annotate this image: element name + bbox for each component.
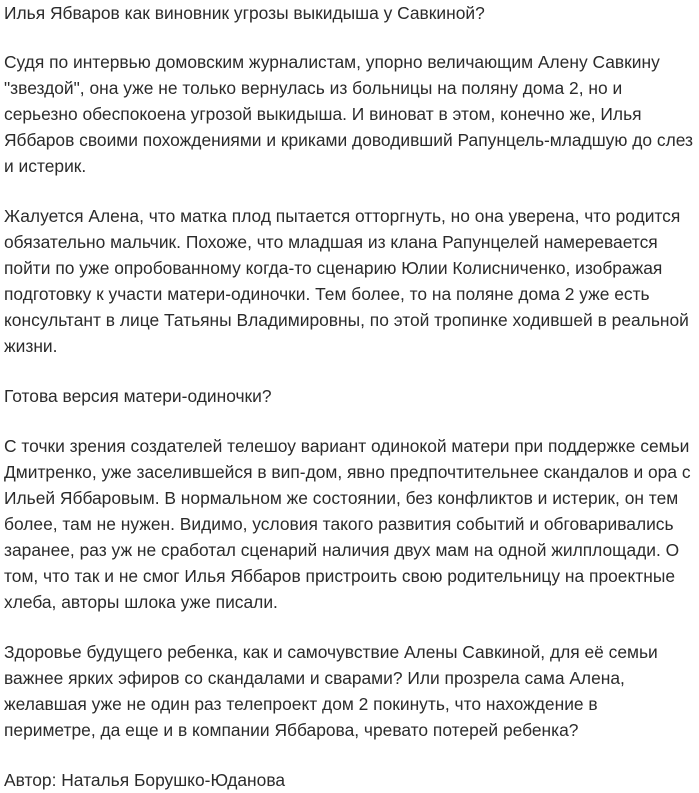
- paragraph: Жалуется Алена, что матка плод пытается отторгнуть, но она уверена, что родится обязательно мальчик. Похоже, что младшая из клана Рапунцелей намеревается пойти по уже опробованному когда-то сценарию Юлии Колисниченко, изображая подготовку к участи матери-одиночки. Тем более, то на поляне дома 2 уже есть консультант в лице Татьяны Владимировны, по этой тропинке ходившей в реальной жизни.: [4, 206, 689, 356]
- paragraph: С точки зрения создателей телешоу вариант одинокой матери при поддержке семьи Дмитренко, уже заселившейся в вип-дом, явно предпочтительнее скандалов и ора с Ильей Яббаровым. В нормальном же состоянии, без конфликтов и истерик, он тем более, там не нужен. Видимо, условия такого развития событий и обговаривались заранее, раз уж не сработал сценарий наличия двух мам на одной жилплощади. О том, что так и не смог Илья Яббаров пристроить свою родительницу на проектные хлеба, авторы шлока уже писали.: [4, 436, 691, 612]
- paragraph: Судя по интервью домовским журналистам, упорно величающим Алену Савкину "звездой", она уже не только вернулась из больницы на поляну дома 2, но и серьезно обеспокоена угрозой выкидыша. И виноват в этом, конечно же, Илья Яббаров своими похождениями и криками доводивший Рапунцель-младшую до слез и истерик.: [4, 52, 693, 176]
- paragraph: Здоровье будущего ребенка, как и самочувствие Алены Савкиной, для её семьи важнее ярких эфиров со скандалами и сварами? Или прозрела сама Алена, желавшая уже не один раз телепроект дом 2 покинуть, что нахождение в периметре, да еще и в компании Яббарова, чревато потерей ребенка?: [4, 642, 658, 740]
- article-title: Илья Ябваров как виновник угрозы выкидыша у Савкиной?: [4, 3, 485, 23]
- article: [4, 0, 694, 793]
- author-byline: Автор: Наталья Борушко-Юданова: [4, 770, 286, 790]
- section-subheading: Готова версия матери-одиночки?: [4, 386, 272, 406]
